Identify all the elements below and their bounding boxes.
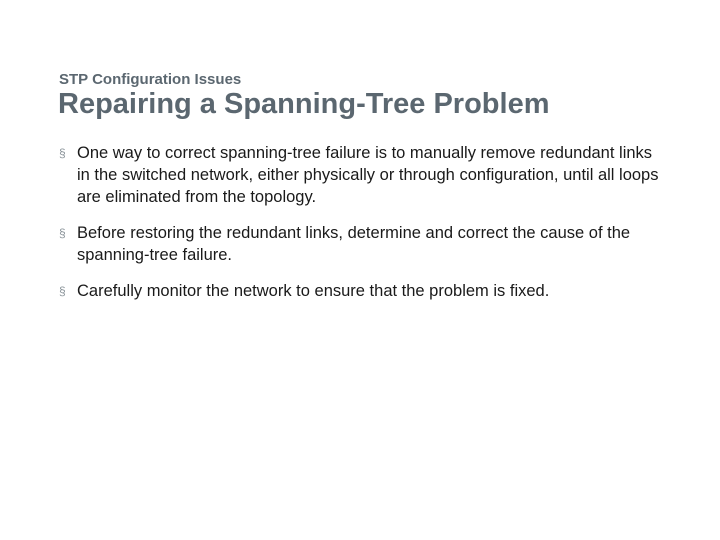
bullet-item xyxy=(59,222,659,266)
bullet-text: Before restoring the redundant links, determine and correct the cause of the spanning-tree failure. xyxy=(77,224,631,264)
bullet-marker-icon: § xyxy=(59,146,66,160)
bullet-item xyxy=(59,142,659,208)
bullet-list xyxy=(59,142,659,316)
slide-title: Repairing a Spanning-Tree Problem xyxy=(58,88,550,120)
bullet-text: Carefully monitor the network to ensure that the problem is fixed. xyxy=(77,282,550,300)
section-title: STP Configuration Issues xyxy=(59,71,242,88)
bullet-text: One way to correct spanning-tree failure is to manually remove redundant links in the switched network, either physically or through configuration, until all loops are eliminated from the topology. xyxy=(77,144,659,206)
bullet-marker-icon: § xyxy=(59,284,66,298)
bullet-item xyxy=(59,280,659,302)
bullet-marker-icon: § xyxy=(59,226,66,240)
